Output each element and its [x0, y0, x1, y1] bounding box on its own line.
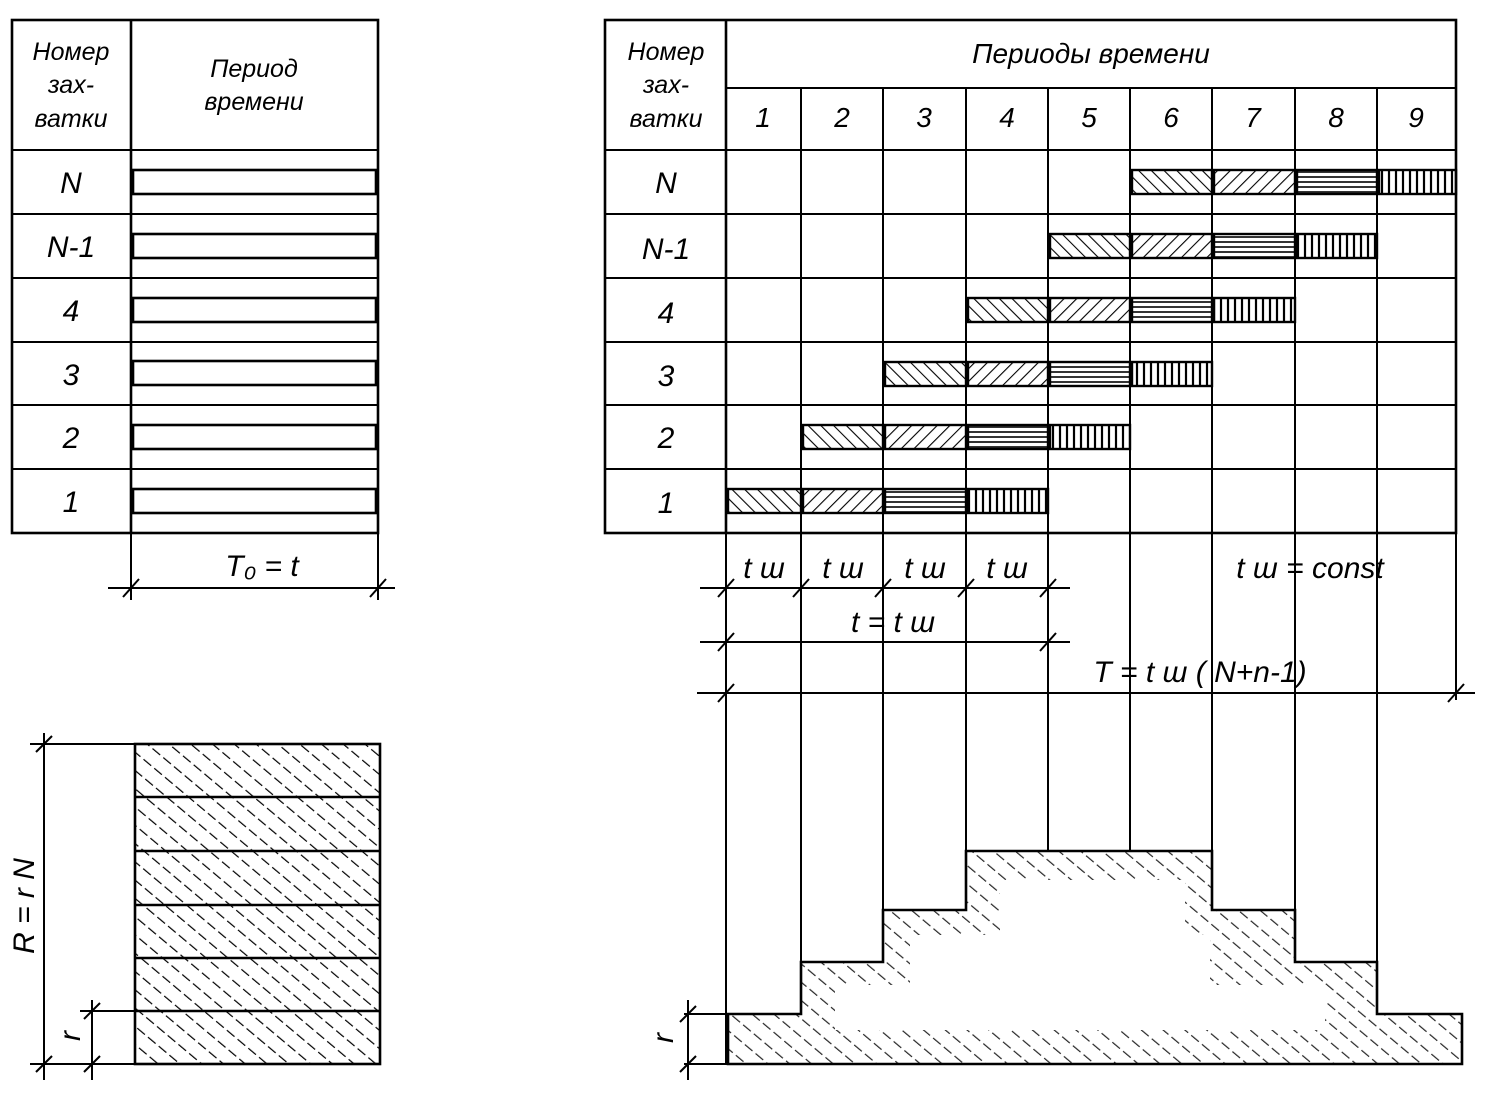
left-task-bar	[133, 234, 376, 258]
task-bar-vertical	[1297, 234, 1377, 258]
right-header-number-line1: Номер	[627, 38, 705, 66]
task-bar-vertical	[1132, 362, 1212, 386]
right-dimensions	[697, 552, 1475, 702]
right-row-label: N	[655, 167, 677, 200]
task-bar-diagonal	[1050, 234, 1130, 258]
task-bar-horizontal	[885, 489, 966, 513]
task-bar-back-diagonal	[885, 425, 966, 449]
step-const-label: t ш = const	[1236, 552, 1384, 585]
right-header-number-line3: ватки	[629, 105, 703, 133]
task-bar-diagonal	[1132, 170, 1212, 194]
right-row-label: 3	[657, 360, 675, 393]
right-header-number-line2: зах-	[642, 71, 690, 99]
period-number: 8	[1328, 102, 1344, 133]
period-number: 1	[755, 102, 771, 133]
right-row-label: 1	[657, 487, 675, 520]
task-bar-horizontal	[1050, 362, 1130, 386]
task-bar-horizontal	[968, 425, 1048, 449]
task-bar-diagonal	[885, 362, 966, 386]
left-header-period-line1: Период	[210, 55, 298, 83]
left-duration-label: T₀ = t	[225, 550, 299, 583]
step-label: t ш	[743, 552, 785, 585]
resource-axis-label: R = r N	[8, 858, 41, 954]
period-number: 5	[1081, 102, 1097, 133]
left-table	[12, 20, 378, 533]
task-bar-vertical	[968, 489, 1048, 513]
task-bar-vertical	[1379, 170, 1456, 194]
task-bar-diagonal	[968, 298, 1048, 322]
left-task-bar	[133, 361, 376, 385]
left-header-period-line2: времени	[204, 88, 304, 116]
task-bar-back-diagonal	[803, 489, 883, 513]
task-bar-vertical	[1050, 425, 1130, 449]
left-header-number-line3: ватки	[34, 105, 108, 133]
task-bar-horizontal	[1297, 170, 1377, 194]
cycle-label: t = t ш	[850, 606, 936, 639]
period-number: 7	[1245, 102, 1261, 133]
left-task-bar	[133, 298, 376, 322]
task-bar-back-diagonal	[1132, 234, 1212, 258]
left-row-label: 1	[62, 486, 80, 519]
period-number: 4	[999, 102, 1015, 133]
task-bar-horizontal	[1214, 234, 1295, 258]
resource-block	[8, 733, 380, 1080]
resource-profile	[647, 851, 1462, 1080]
left-row-label: 2	[62, 422, 80, 455]
period-number: 3	[916, 102, 932, 133]
left-task-bar	[133, 425, 376, 449]
left-row-label: 3	[62, 359, 80, 392]
left-row-label: N-1	[46, 231, 96, 264]
resource-unit-label: r	[54, 1031, 87, 1041]
left-header-number-line2: зах-	[47, 71, 95, 99]
left-row-label: 4	[62, 295, 80, 328]
step-label: t ш	[822, 552, 864, 585]
task-bar-diagonal	[803, 425, 883, 449]
period-number: 6	[1163, 102, 1179, 133]
step-label: t ш	[904, 552, 946, 585]
left-header-number-line1: Номер	[32, 38, 110, 66]
task-bar-back-diagonal	[968, 362, 1048, 386]
left-task-bar	[133, 170, 376, 194]
task-bar-diagonal	[728, 489, 801, 513]
left-task-bar	[133, 489, 376, 513]
profile-unit-label: r	[647, 1033, 680, 1043]
right-header-title: Периоды времени	[972, 38, 1210, 69]
total-duration-label: T = t ш ( N+n-1)	[1093, 656, 1307, 689]
period-number: 2	[834, 102, 850, 133]
left-row-label: N	[60, 167, 82, 200]
left-duration-dimension	[108, 533, 395, 600]
task-bar-horizontal	[1132, 298, 1212, 322]
task-bar-vertical	[1214, 298, 1295, 322]
right-row-label: 2	[657, 422, 675, 455]
task-bar-back-diagonal	[1214, 170, 1295, 194]
right-row-label: N-1	[641, 233, 691, 266]
step-label: t ш	[986, 552, 1028, 585]
period-number: 9	[1408, 102, 1424, 133]
task-bar-back-diagonal	[1050, 298, 1130, 322]
right-row-label: 4	[657, 297, 675, 330]
